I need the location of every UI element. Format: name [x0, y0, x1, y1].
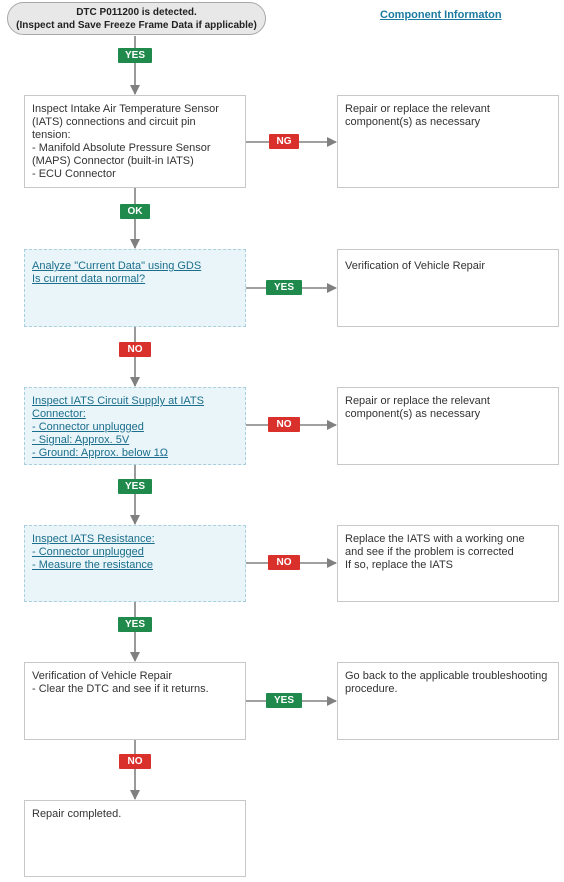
result-text: Verification of Vehicle Repair	[345, 260, 486, 272]
start-line-1: DTC P011200 is detected.	[76, 7, 197, 18]
start-line-2: (Inspect and Save Freeze Frame Data if applicable)	[16, 20, 257, 31]
step-inspect-iats-resistance[interactable]	[24, 525, 246, 602]
badge-yes: YES	[118, 48, 152, 63]
step-text: Verification of Vehicle Repair	[32, 670, 173, 682]
step-text: - Manifold Absolute Pressure Sensor	[32, 142, 211, 154]
step-inspect-iats-connections	[24, 95, 246, 188]
step-link[interactable]: Is current data normal?	[32, 273, 146, 285]
result-text: Repair or replace the relevant	[345, 395, 490, 407]
result-text: Repair or replace the relevant	[345, 103, 490, 115]
badge-no: NO	[268, 417, 300, 432]
step-repair-completed	[24, 800, 246, 877]
badge-ng: NG	[269, 134, 299, 149]
result-text: If so, replace the IATS	[345, 559, 454, 571]
badge-no: NO	[119, 754, 151, 769]
step-link[interactable]: - Connector unplugged	[32, 421, 144, 433]
badge-no: NO	[119, 342, 151, 357]
step-link[interactable]: - Measure the resistance	[32, 559, 154, 571]
step-text: Repair completed.	[32, 808, 122, 820]
step-inspect-circuit-supply[interactable]	[24, 387, 246, 465]
result-go-back-troubleshooting	[337, 662, 559, 740]
badge-yes: YES	[266, 280, 302, 295]
step-link[interactable]: - Signal: Approx. 5V	[32, 434, 130, 446]
badge-no: NO	[268, 555, 300, 570]
component-information-link[interactable]: Component Informaton	[380, 9, 502, 21]
badge-yes: YES	[118, 479, 152, 494]
result-text: and see if the problem is corrected	[345, 546, 514, 558]
step-text: - Clear the DTC and see if it returns.	[32, 683, 209, 695]
step-text: Inspect Intake Air Temperature Sensor	[32, 103, 219, 115]
result-text: component(s) as necessary	[345, 408, 481, 420]
step-text: - ECU Connector	[32, 168, 116, 180]
result-text: Go back to the applicable troubleshooting	[345, 670, 548, 682]
start-terminator	[7, 2, 266, 35]
step-link[interactable]: Inspect IATS Circuit Supply at IATS	[32, 395, 204, 407]
result-text: procedure.	[345, 683, 398, 695]
result-repair-or-replace-1	[337, 95, 559, 188]
step-link[interactable]: Analyze "Current Data" using GDS	[32, 260, 202, 272]
step-analyze-current-data[interactable]	[24, 249, 246, 327]
step-text: (IATS) connections and circuit pin	[32, 116, 196, 128]
result-verification-of-repair	[337, 249, 559, 327]
result-text: Replace the IATS with a working one	[345, 533, 525, 545]
badge-ok: OK	[120, 204, 150, 219]
step-text: (MAPS) Connector (built-in IATS)	[32, 155, 194, 167]
badge-yes: YES	[266, 693, 302, 708]
badge-yes: YES	[118, 617, 152, 632]
result-repair-or-replace-2	[337, 387, 559, 465]
step-verification-clear-dtc	[24, 662, 246, 740]
step-text: tension:	[32, 129, 71, 141]
step-link[interactable]: - Connector unplugged	[32, 546, 144, 558]
step-link[interactable]: Inspect IATS Resistance:	[32, 533, 155, 545]
step-link[interactable]: - Ground: Approx. below 1Ω	[32, 447, 169, 459]
step-link[interactable]: Connector:	[32, 408, 86, 420]
result-text: component(s) as necessary	[345, 116, 481, 128]
result-replace-iats	[337, 525, 559, 602]
